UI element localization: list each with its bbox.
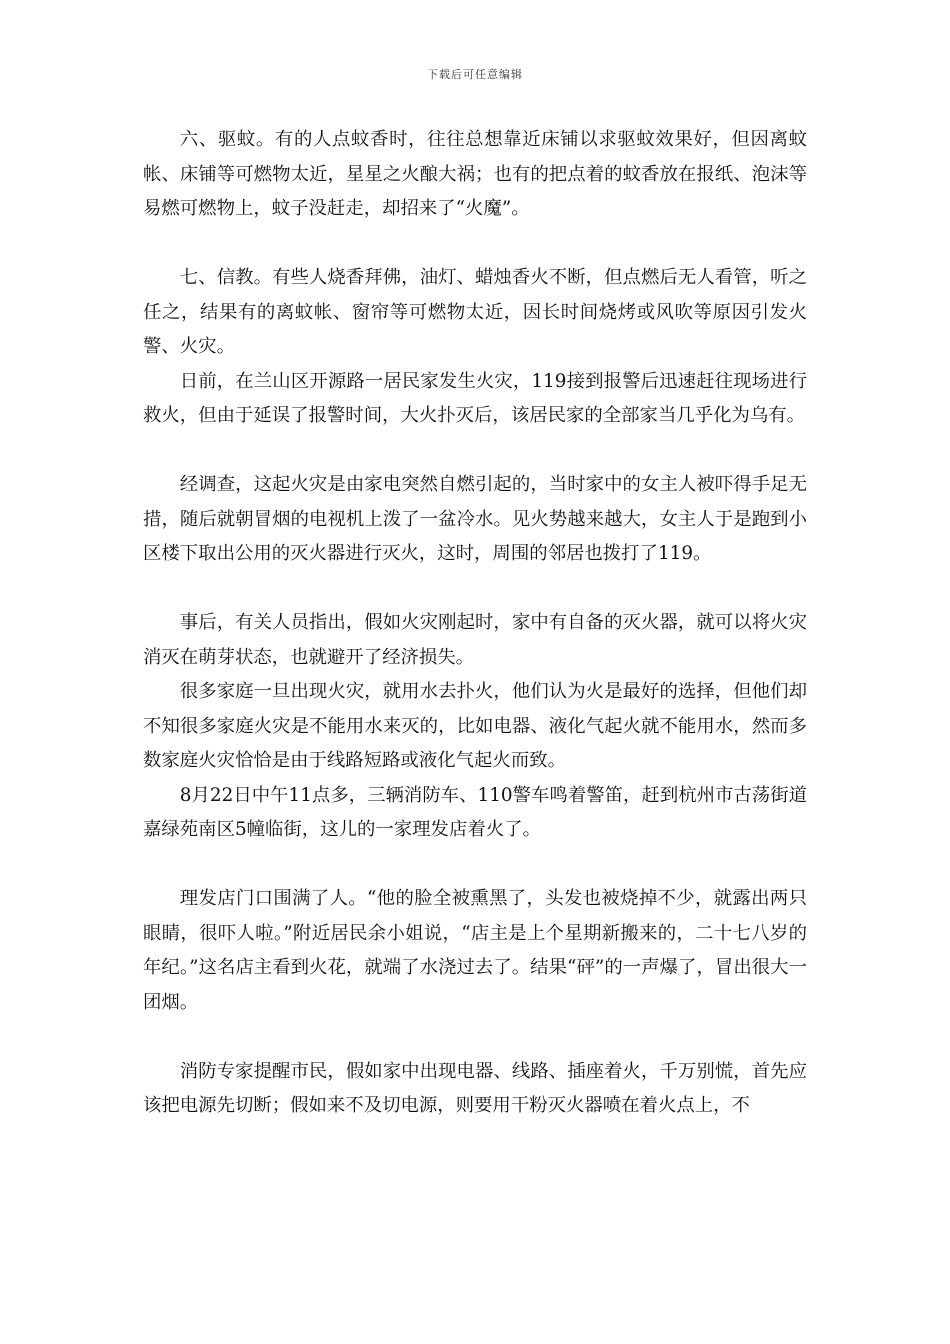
paragraph-witness: 理发店门口围满了人。“他的脸全被熏黑了，头发也被烧掉不少，就露出两只眼睛，很吓人啦。”附近居民余小姐说，“店主是上个星期新搬来的，二十七八岁的年纪。”这名店主看到火花，就端了水浇过去了。结果“砰”的一声爆了，冒出很大一团烟。 [143,888,807,1013]
paragraph-afterwards: 事后，有关人员指出，假如火灾刚起时，家中有自备的灭火器，就可以将火灾消灭在萌芽状态，也就避开了经济损失。 [143,612,807,668]
paragraph-investigation: 经调查，这起火灾是由家电突然自燃引起的，当时家中的女主人被吓得手足无措，随后就朝冒烟的电视机上泼了一盆冷水。见火势越来越大，女主人于是跑到小区楼下取出公用的灭火器进行灭火，这时，周围的邻居也拨打了119。 [143,474,807,564]
paragraph-barbershop-fire: 8月22日中午11点多，三辆消防车、110警车鸣着警笛，赶到杭州市古荡街道嘉绿苑南区5幢临街，这儿的一家理发店着火了。 [143,784,807,840]
paragraph-religion: 七、信教。有些人烧香拜佛，油灯、蜡烛香火不断，但点燃后无人看管，听之任之，结果有的离蚊帐、窗帘等可燃物太近，因长时间烧烤或风吹等原因引发火警、火灾。 [143,267,807,357]
page-header: 下载后可任意编辑 [427,68,523,81]
paragraph-expert-advice: 消防专家提醒市民，假如家中出现电器、线路、插座着火，千万别慌，首先应该把电源先切断；假如来不及切电源，则要用干粉灭火器喷在着火点上，不 [143,1060,807,1116]
paragraph-water-misuse: 很多家庭一旦出现火灾，就用水去扑火，他们认为火是最好的选择，但他们却不知很多家庭火灾是不能用水来灭的，比如电器、液化气起火就不能用水，然而多数家庭火灾恰恰是由于线路短路或液化气起火而致。 [143,681,807,771]
document-body [143,123,807,1124]
paragraph-lanshan-fire: 日前，在兰山区开源路一居民家发生火灾，119接到报警后迅速赶往现场进行救火，但由于延误了报警时间，大火扑灭后，该居民家的全部家当几乎化为乌有。 [143,370,807,426]
paragraph-mosquito: 六、驱蚊。有的人点蚊香时，往往总想靠近床铺以求驱蚊效果好，但因离蚊帐、床铺等可燃物太近，星星之火酿大祸；也有的把点着的蚊香放在报纸、泡沫等易燃可燃物上，蚊子没赶走，却招来了“火魔”。 [143,129,807,219]
